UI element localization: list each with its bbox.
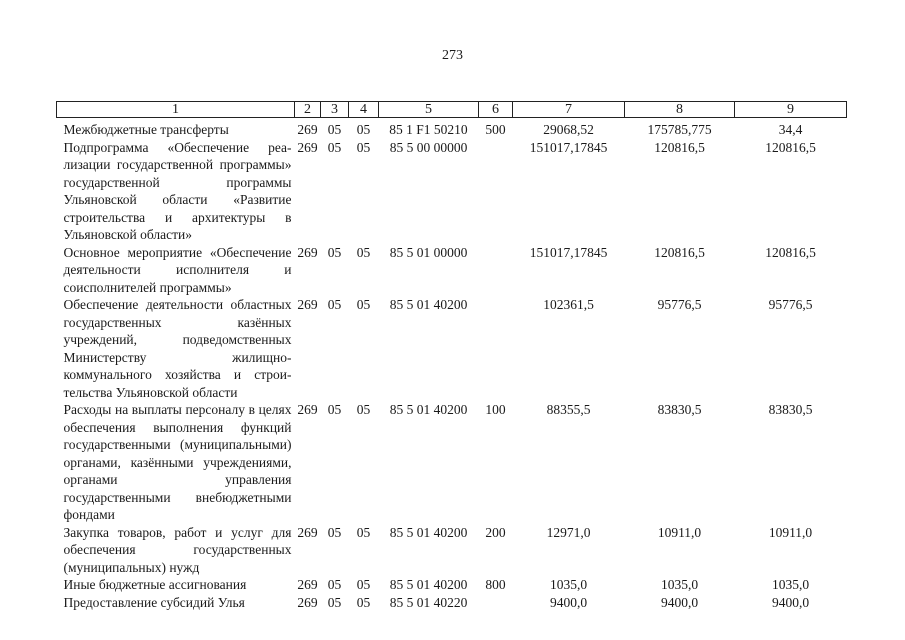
table-row	[57, 576, 847, 594]
cell-col6: 100	[485, 402, 506, 417]
column-header: 7	[513, 102, 625, 118]
cell-col8: 1035,0	[660, 577, 699, 592]
row-name: Подпрограмма «Обеспечение реализации государственной программы» государственной программы Ульяновской области «Развитие строительства и архитектуры в Ульяновской области»	[63, 139, 292, 242]
cell-col4: 05	[356, 122, 371, 137]
cell-col7: 9400,0	[549, 594, 588, 610]
cell-col2: 269	[297, 244, 318, 260]
cell-col7: 151017,17845	[529, 244, 608, 260]
cell-col6: 200	[485, 524, 506, 540]
page-number: 273	[442, 48, 463, 63]
cell-col2: 269	[297, 297, 318, 312]
column-header: 8	[625, 102, 735, 118]
cell-col4: 05	[356, 524, 371, 540]
table-row	[57, 401, 847, 524]
cell-col3: 05	[327, 139, 342, 155]
cell-col8: 120816,5	[654, 139, 705, 155]
cell-col6: 500	[485, 122, 506, 137]
column-header: 1	[57, 102, 295, 118]
cell-col4: 05	[356, 244, 371, 260]
cell-col6: 800	[485, 577, 506, 592]
row-name: Иные бюджетные ассигнования	[63, 577, 247, 592]
cell-col9: 83830,5	[768, 402, 813, 417]
cell-col7: 88355,5	[546, 402, 591, 417]
cell-col8: 9400,0	[660, 594, 699, 610]
table-row	[57, 594, 847, 612]
cell-col5: 85 5 01 00000	[389, 244, 468, 260]
cell-col5: 85 5 00 00000	[389, 139, 468, 155]
cell-col2: 269	[297, 402, 318, 417]
cell-col5: 85 5 01 40200	[389, 524, 468, 540]
cell-col3: 05	[327, 402, 342, 417]
cell-col7: 12971,0	[546, 524, 591, 540]
cell-col6	[479, 244, 513, 297]
cell-col3: 05	[327, 577, 342, 592]
cell-col5: 85 5 01 40200	[389, 297, 468, 312]
cell-col2: 269	[297, 594, 318, 610]
cell-col5: 85 5 01 40200	[389, 402, 468, 417]
row-name: Основное мероприятие «Обеспечение деятельности исполнителя и соисполнителей программы»	[63, 244, 292, 295]
column-header: 6	[479, 102, 513, 118]
cell-col4: 05	[356, 139, 371, 155]
cell-col5: 85 5 01 40220	[389, 594, 468, 610]
table-row	[57, 139, 847, 244]
cell-col7: 1035,0	[549, 577, 588, 592]
cell-col6	[479, 139, 513, 244]
header-row	[57, 102, 847, 118]
cell-col9: 9400,0	[771, 594, 810, 610]
cell-col9: 120816,5	[765, 244, 816, 260]
cell-col9: 34,4	[778, 122, 803, 137]
column-header: 3	[321, 102, 349, 118]
table-row	[57, 118, 847, 139]
cell-col2: 269	[297, 122, 318, 137]
cell-col2: 269	[297, 524, 318, 540]
cell-col3: 05	[327, 524, 342, 540]
cell-col3: 05	[327, 122, 342, 137]
cell-col9: 95776,5	[768, 297, 813, 312]
cell-col7: 102361,5	[543, 297, 594, 312]
cell-col6	[479, 296, 513, 401]
row-name: Предоставление субсидий Улья	[63, 594, 245, 610]
cell-col8: 83830,5	[657, 402, 702, 417]
cell-col8: 120816,5	[654, 244, 705, 260]
cell-col6	[479, 594, 513, 612]
row-name: Расходы на выплаты персоналу в целях обеспечения выполнения функций государственными (муниципальными) органами, казёнными учреждениями, органами управления государственными внебюджетными фондами	[63, 402, 292, 522]
budget-table	[56, 101, 847, 611]
cell-col4: 05	[356, 402, 371, 417]
cell-col9: 10911,0	[768, 524, 813, 540]
cell-col7: 29068,52	[543, 122, 594, 137]
table-row	[57, 244, 847, 297]
cell-col3: 05	[327, 594, 342, 610]
cell-col9: 120816,5	[765, 139, 816, 155]
row-name: Межбюджетные трансферты	[63, 122, 229, 137]
column-header: 4	[349, 102, 379, 118]
cell-col2: 269	[297, 577, 318, 592]
cell-col4: 05	[356, 297, 371, 312]
cell-col3: 05	[327, 297, 342, 312]
cell-col9: 1035,0	[771, 577, 810, 592]
table-row	[57, 296, 847, 401]
table-row	[57, 524, 847, 577]
cell-col8: 10911,0	[657, 524, 702, 540]
cell-col7: 151017,17845	[529, 139, 608, 155]
column-header: 5	[379, 102, 479, 118]
cell-col4: 05	[356, 577, 371, 592]
cell-col5: 85 1 F1 50210	[389, 122, 468, 137]
column-header: 2	[295, 102, 321, 118]
cell-col2: 269	[297, 139, 318, 155]
column-header: 9	[735, 102, 847, 118]
cell-col8: 175785,775	[647, 122, 712, 137]
row-name: Обеспечение деятельности областных государственных казённых учреждений, подведомственных Министерству жилищно-коммунального хозяйства и строительства Ульяновской области	[63, 297, 292, 400]
cell-col3: 05	[327, 244, 342, 260]
cell-col4: 05	[356, 594, 371, 610]
cell-col5: 85 5 01 40200	[389, 577, 468, 592]
cell-col8: 95776,5	[657, 297, 702, 312]
row-name: Закупка товаров, работ и услуг для обеспечения государственных (муниципальных) нужд	[63, 524, 292, 575]
